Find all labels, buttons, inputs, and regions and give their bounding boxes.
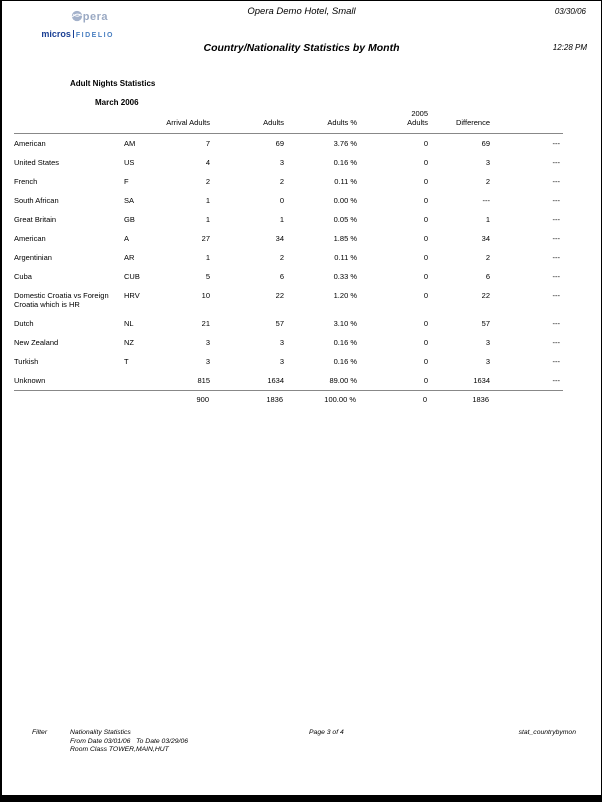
arrival-adults-value: 7 <box>205 139 210 148</box>
country-code: GB <box>124 215 135 224</box>
adults-2005-value: 0 <box>423 158 428 167</box>
micros-logo-text: micros <box>41 29 71 39</box>
table-row <box>14 314 563 333</box>
difference-value: 6 <box>485 272 490 281</box>
arrival-adults-value: 1 <box>205 196 210 205</box>
arrival-adults-value: 4 <box>205 158 210 167</box>
trailing-value: --- <box>552 376 560 385</box>
adults-2005-value: 0 <box>423 139 428 148</box>
adults-value: 2 <box>279 253 284 262</box>
table-row <box>14 248 563 267</box>
difference-value: 22 <box>481 291 490 300</box>
table-row <box>14 153 563 172</box>
arrival-adults-value: 3 <box>205 357 210 366</box>
country-code: US <box>124 158 135 167</box>
table-body <box>14 134 563 391</box>
country-code: AR <box>124 253 135 262</box>
fidelio-logo-text: FIDELIO <box>75 32 114 39</box>
adults-value: 0 <box>279 196 284 205</box>
difference-value: 1 <box>485 215 490 224</box>
adults-pct-value: 0.16 % <box>333 357 357 366</box>
table-row <box>14 229 563 248</box>
total-adults-pct: 100.00 % <box>324 395 356 404</box>
adults-value: 2 <box>279 177 284 186</box>
trailing-value: --- <box>552 158 560 167</box>
report-time: 12:28 PM <box>552 43 587 52</box>
difference-value: 2 <box>485 253 490 262</box>
arrival-adults-value: 1 <box>205 215 210 224</box>
filter-details <box>70 729 188 755</box>
report-date: 03/30/06 <box>554 7 586 16</box>
adults-2005-value: 0 <box>423 196 428 205</box>
trailing-value: --- <box>552 196 560 205</box>
col-trailing <box>490 109 563 134</box>
table-row <box>14 333 563 352</box>
adults-value: 34 <box>275 234 284 243</box>
country-name: American <box>14 139 46 148</box>
adults-value: 3 <box>279 338 284 347</box>
arrival-adults-value: 5 <box>205 272 210 281</box>
col-code <box>124 109 152 134</box>
country-name: New Zealand <box>14 338 59 347</box>
trailing-value: --- <box>552 291 560 300</box>
difference-value: 69 <box>481 139 490 148</box>
difference-value: 57 <box>481 319 490 328</box>
table-footer <box>14 391 563 406</box>
country-code: HRV <box>124 291 140 300</box>
adults-value: 57 <box>275 319 284 328</box>
arrival-adults-value: 27 <box>201 234 210 243</box>
trailing-value: --- <box>552 234 560 243</box>
country-code: T <box>124 357 129 366</box>
page-number: Page 3 of 4 <box>309 729 344 736</box>
col-arrival-adults: Arrival Adults <box>166 118 210 127</box>
country-code: A <box>124 234 130 243</box>
adults-2005-value: 0 <box>423 319 428 328</box>
country-name: French <box>14 177 38 186</box>
adults-2005-value: 0 <box>423 253 428 262</box>
adults-2005-value: 0 <box>423 215 428 224</box>
col-difference: Difference <box>455 118 490 127</box>
filter-label: Filter <box>32 729 48 736</box>
col-country <box>14 109 124 134</box>
micros-fidelio-logo <box>24 25 114 41</box>
total-adults: 1836 <box>266 395 283 404</box>
total-arrival-adults: 900 <box>196 395 209 404</box>
adults-2005-value: 0 <box>423 291 428 300</box>
difference-value: 34 <box>481 234 490 243</box>
country-name: Cuba <box>14 272 32 281</box>
table-row <box>14 286 563 314</box>
country-name: American <box>14 234 46 243</box>
table-row <box>14 210 563 229</box>
page-bottom-border <box>2 795 601 802</box>
arrival-adults-value: 10 <box>201 291 210 300</box>
adults-pct-value: 0.11 % <box>334 177 357 186</box>
adults-value: 1634 <box>267 376 284 385</box>
total-difference: 1836 <box>472 395 489 404</box>
adults-value: 69 <box>275 139 284 148</box>
adults-pct-value: 0.11 % <box>334 253 357 262</box>
table-row <box>14 267 563 286</box>
country-name: South African <box>14 196 59 205</box>
trailing-value: --- <box>552 272 560 281</box>
table-row <box>14 371 563 391</box>
col-2005-adults <box>357 109 428 134</box>
table-row <box>14 191 563 210</box>
country-name: United States <box>14 158 60 167</box>
col-2005-line2: Adults <box>407 118 428 127</box>
country-code: SA <box>124 196 135 205</box>
arrival-adults-value: 2 <box>205 177 210 186</box>
total-trailing <box>490 391 563 406</box>
adults-pct-value: 0.00 % <box>333 196 357 205</box>
table-row <box>14 134 563 154</box>
statistics-table <box>14 109 563 405</box>
adults-pct-value: 1.20 % <box>333 291 357 300</box>
opera-logo-text: pera <box>82 11 108 23</box>
country-code: F <box>124 177 129 186</box>
difference-value: 3 <box>485 158 490 167</box>
total-row <box>14 391 563 406</box>
difference-value: 3 <box>485 357 490 366</box>
adults-pct-value: 89.00 % <box>329 376 357 385</box>
country-name: Domestic Croatia vs Foreign Croatia which is HR <box>14 291 109 309</box>
difference-value: 2 <box>485 177 490 186</box>
filter-line-room-class: Room Class TOWER,MAIN,HUT <box>70 746 169 753</box>
country-code: AM <box>124 139 136 148</box>
adults-pct-value: 3.76 % <box>333 139 357 148</box>
country-code <box>124 371 152 391</box>
adults-2005-value: 0 <box>423 376 428 385</box>
report-id: stat_countrybymon <box>518 729 576 736</box>
trailing-value: --- <box>552 253 560 262</box>
adults-2005-value: 0 <box>423 272 428 281</box>
section-period: March 2006 <box>95 98 139 107</box>
country-name: Unknown <box>14 376 46 385</box>
total-adults-2005: 0 <box>422 395 427 404</box>
country-name: Argentinian <box>14 253 52 262</box>
hotel-name: Opera Demo Hotel, Small <box>247 6 356 17</box>
adults-2005-value: 0 <box>423 177 428 186</box>
country-name: Turkish <box>14 357 39 366</box>
arrival-adults-value: 21 <box>201 319 210 328</box>
arrival-adults-value: 1 <box>205 253 210 262</box>
arrival-adults-value: 3 <box>205 338 210 347</box>
adults-2005-value: 0 <box>423 234 428 243</box>
header-row <box>14 109 563 134</box>
trailing-value: --- <box>552 338 560 347</box>
country-code: NL <box>124 319 134 328</box>
country-name: Great Britain <box>14 215 57 224</box>
filter-line-report: Nationality Statistics <box>70 729 131 736</box>
country-code: CUB <box>124 272 140 281</box>
adults-value: 1 <box>279 215 284 224</box>
adults-pct-value: 0.05 % <box>333 215 357 224</box>
adults-value: 22 <box>275 291 284 300</box>
adults-value: 3 <box>279 357 284 366</box>
col-2005-line1: 2005 <box>411 109 428 118</box>
trailing-value: --- <box>552 357 560 366</box>
country-code: NZ <box>124 338 134 347</box>
adults-pct-value: 0.33 % <box>333 272 357 281</box>
filter-line-dates: From Date 03/01/06 To Date 03/29/06 <box>70 737 189 745</box>
trailing-value: --- <box>552 177 560 186</box>
adults-value: 6 <box>279 272 284 281</box>
report-title: Country/Nationality Statistics by Month <box>203 42 400 54</box>
adults-2005-value: 0 <box>423 357 428 366</box>
difference-value: 1634 <box>473 376 490 385</box>
logo-divider <box>73 30 74 38</box>
difference-value: --- <box>482 196 490 205</box>
section-subtitle: Adult Nights Statistics <box>70 79 156 88</box>
trailing-value: --- <box>552 139 560 148</box>
arrival-adults-value: 815 <box>197 376 210 385</box>
col-adults-pct: Adults % <box>327 118 357 127</box>
trailing-value: --- <box>552 319 560 328</box>
adults-2005-value: 0 <box>423 338 428 347</box>
col-adults: Adults <box>263 118 284 127</box>
adults-pct-value: 3.10 % <box>333 319 357 328</box>
adults-pct-value: 0.16 % <box>333 158 357 167</box>
table-row <box>14 352 563 371</box>
adults-pct-value: 0.16 % <box>333 338 357 347</box>
table-row <box>14 172 563 191</box>
trailing-value: --- <box>552 215 560 224</box>
table-header <box>14 109 563 134</box>
adults-pct-value: 1.85 % <box>333 234 357 243</box>
country-name: Dutch <box>14 319 34 328</box>
adults-value: 3 <box>279 158 284 167</box>
difference-value: 3 <box>485 338 490 347</box>
